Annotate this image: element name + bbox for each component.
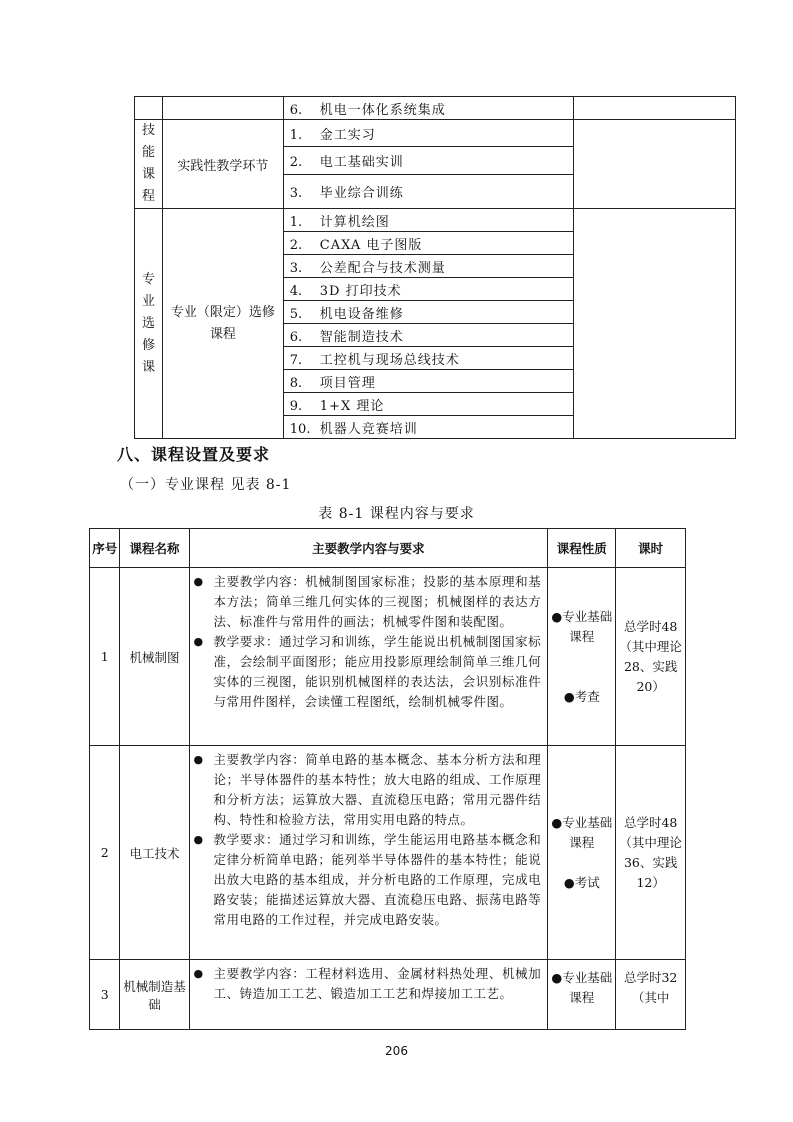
bullet-icon: ●	[193, 967, 204, 980]
list-item: 6. 智能制造技术	[283, 324, 574, 347]
row-hours: 总学时48（其中理论 36、实践 12）	[616, 746, 686, 960]
list-item: 4. 3D 打印技术	[283, 278, 574, 301]
bullet-icon: ●	[193, 635, 204, 648]
table-row	[90, 960, 686, 1030]
list-item: 8. 项目管理	[283, 370, 574, 393]
list-item: 7. 工控机与现场总线技术	[283, 347, 574, 370]
list-item: 5. 机电设备维修	[283, 301, 574, 324]
category-cell-skill: 技 能 课 程	[135, 120, 163, 209]
empty-cell	[574, 209, 736, 439]
header-content: 主要教学内容与要求	[189, 529, 548, 568]
table-header-row	[90, 529, 686, 568]
subgroup-cell: 实践性教学环节	[162, 120, 283, 209]
row-index: 2	[90, 746, 120, 960]
empty-cell	[574, 97, 736, 120]
row-nature: ●专业基础课程	[548, 960, 616, 1030]
table-row	[90, 568, 686, 746]
list-item: 1. 计算机绘图	[283, 209, 574, 232]
row-hours: 总学时48（其中理论28、实践20）	[616, 568, 686, 746]
list-item: 6. 机电一体化系统集成	[283, 97, 574, 120]
list-item: 3. 公差配合与技术测量	[283, 255, 574, 278]
header-hours: 课时	[616, 529, 686, 568]
row-course-name: 机械制图	[120, 568, 189, 746]
page-number: 206	[385, 1044, 408, 1058]
empty-cell	[162, 97, 283, 120]
list-item: 9. 1+X 理论	[283, 393, 574, 416]
row-nature: ●专业基础课程 ●考试	[548, 746, 616, 960]
row-content: ● 主要教学内容：工程材料选用、金属材料热处理、机械加工、铸造加工工艺、锻造加工工艺和焊接加工工艺。	[189, 960, 548, 1030]
row-course-name: 电工技术	[120, 746, 189, 960]
bullet-icon: ●	[193, 833, 204, 846]
row-hours: 总学时32（其中	[616, 960, 686, 1030]
list-item: 3. 毕业综合训练	[283, 174, 574, 208]
category-cell-elective: 专 业 选 修 课	[135, 209, 163, 439]
row-content: ● 主要教学内容：简单电路的基本概念、基本分析方法和理论；半导体器件的基本特性；放大电路的组成、工作原理和分析方法；运算放大器、直流稳压电路；常用元器件结构、特性和检验方法，常用实用电路的特点。 ● 教学要求：通过学习和训练，学生能运用电路基本概念和定律分析简单电路；能列举半导体器件的基本特性；能说出放大电路的基本组成，并分析电路的工作原理，完成电路安装；能描述运算放大器、直流稳压电路、振荡电路等常用电路的工作过程，并完成电路安装。	[189, 746, 548, 960]
row-index: 1	[90, 568, 120, 746]
empty-cell	[135, 97, 163, 120]
list-item: 2. CAXA 电子图版	[283, 232, 574, 255]
table-row	[90, 746, 686, 960]
course-requirements-table	[89, 528, 686, 1030]
subsection-heading: （一）专业课程 见表 8-1	[120, 477, 292, 493]
header-index: 序号	[90, 529, 120, 568]
course-list-table	[134, 96, 736, 439]
list-item: 1. 金工实习	[283, 120, 574, 147]
row-course-name: 机械制造基础	[120, 960, 189, 1030]
header-course-name: 课程名称	[120, 529, 189, 568]
list-item: 2. 电工基础实训	[283, 147, 574, 174]
table-caption: 表 8-1 课程内容与要求	[318, 506, 475, 522]
bullet-icon: ●	[193, 753, 204, 766]
row-content: ● 主要教学内容：机械制图国家标准；投影的基本原理和基本方法；简单三维几何实体的三视图；机械图样的表达方法、标准件与常用件的画法；机械零件图和装配图。 ● 教学要求：通过学习和训练，学生能说出机械制图国家标准，会绘制平面图形；能应用投影原理绘制简单三维几何实体的三视图，能识别机械图样的表达法，会识别标准件与常用件图样，会读懂工程图纸，绘制机械零件图。	[189, 568, 548, 746]
row-nature: ●专业基础课程 ●考查	[548, 568, 616, 746]
header-nature: 课程性质	[548, 529, 616, 568]
bullet-icon: ●	[193, 575, 204, 588]
subgroup-cell: 专业（限定）选修 课程	[162, 209, 283, 439]
list-item: 10. 机器人竞赛培训	[283, 416, 574, 439]
empty-cell	[574, 120, 736, 209]
section-heading: 八、课程设置及要求	[117, 445, 271, 464]
row-index: 3	[90, 960, 120, 1030]
